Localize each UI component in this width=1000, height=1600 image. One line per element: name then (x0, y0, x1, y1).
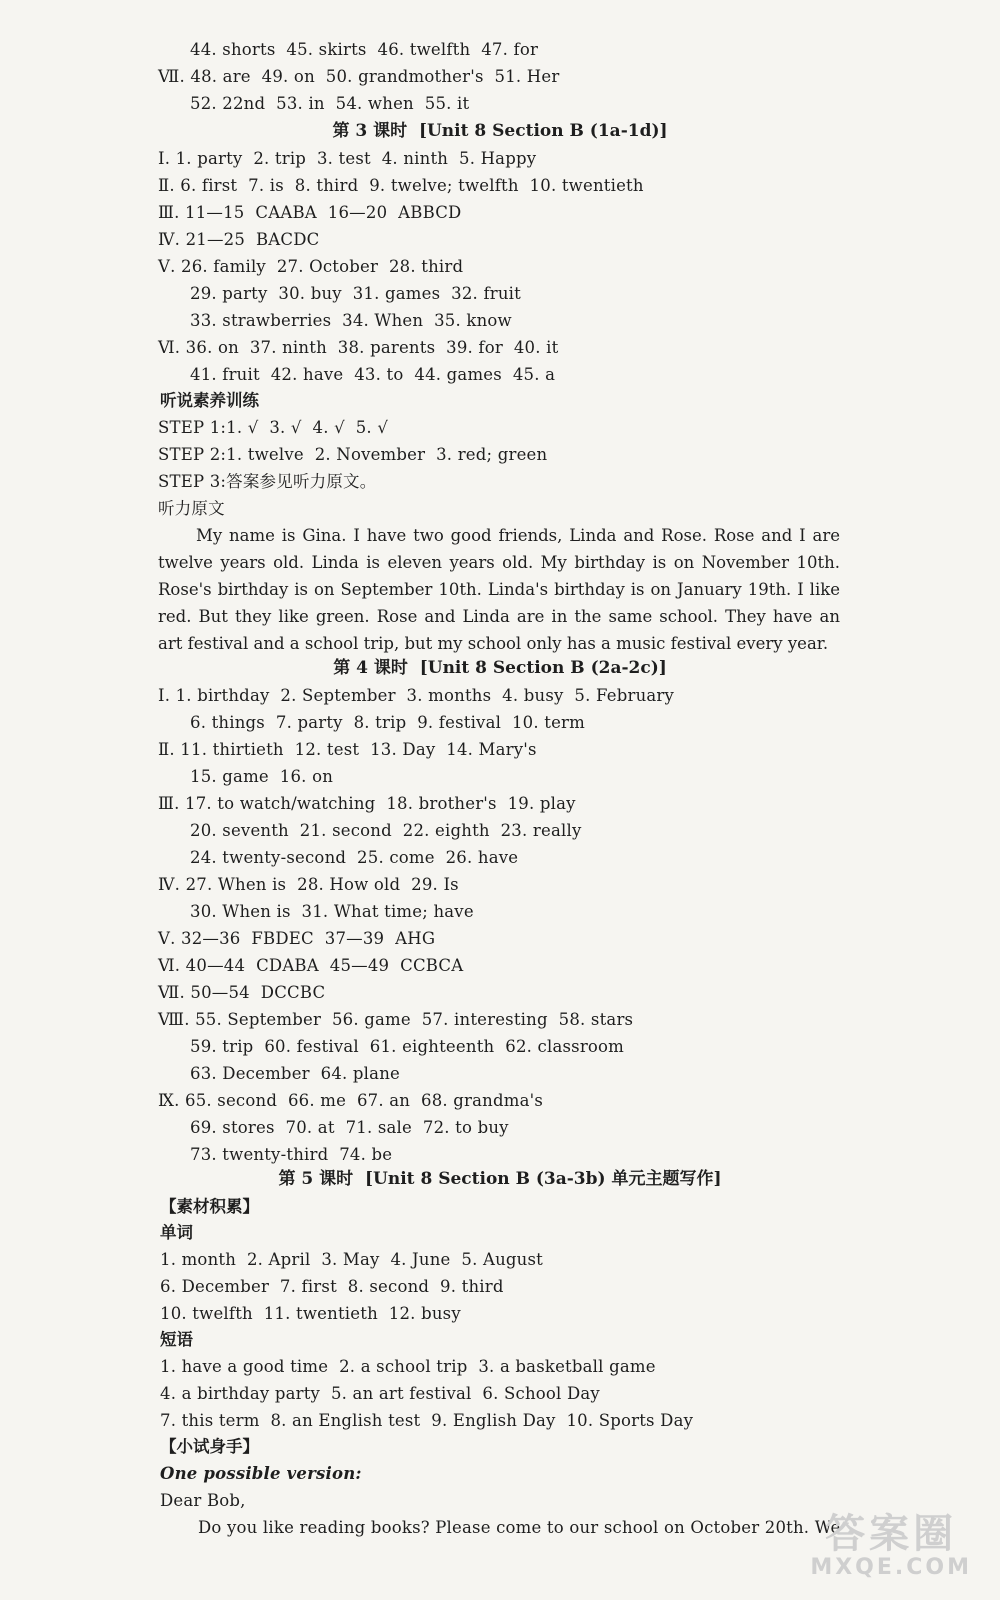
lesson-5-heading: 第 5 课时 [Unit 8 Section B (3a-3b) 单元主题写作] (278, 1169, 722, 1189)
watermark-url: MXQE.COM (810, 1555, 972, 1580)
answer-line: 15. game 16. on (190, 767, 334, 786)
words-title: 单词 (160, 1223, 193, 1242)
answer-line: Ⅴ. 32—36 FBDEC 37—39 AHG (158, 929, 436, 948)
word-line: 6. December 7. first 8. second 9. third (160, 1277, 504, 1296)
answer-line: Ⅰ. 1. birthday 2. September 3. months 4. busy 5. February (158, 686, 675, 705)
answer-line: Ⅵ. 40—44 CDABA 45—49 CCBCA (158, 956, 464, 975)
answer-line: Ⅷ. 55. September 56. game 57. interesting 58. stars (158, 1010, 634, 1029)
phrase-line: 7. this term 8. an English test 9. English Day 10. Sports Day (160, 1411, 694, 1430)
answer-line: 44. shorts 45. skirts 46. twelfth 47. for (190, 40, 539, 59)
answer-line: 29. party 30. buy 31. games 32. fruit (190, 284, 521, 303)
listening-script-text: My name is Gina. I have two good friends, Linda and Rose. Rose and I are twelve years old. Linda is eleven years old. My birthday is on November 10th. Rose's birthday is on September 10th. Linda's birthday is on January 19th. I like red. But they like green. Rose and Linda are in the same school. They have an art festival and a school trip, but my school only has a music festival every year. (158, 526, 840, 653)
answer-line: Ⅱ. 11. thirtieth 12. test 13. Day 14. Mary's (158, 740, 537, 759)
answer-line: Ⅶ. 48. are 49. on 50. grandmother's 51. Her (158, 67, 560, 86)
answer-line: 73. twenty-third 74. be (190, 1145, 393, 1164)
answer-line: Ⅲ. 11—15 CAABA 16—20 ABBCD (158, 203, 462, 222)
version-label: One possible version: (160, 1464, 362, 1483)
step-line: STEP 1:1. √ 3. √ 4. √ 5. √ (158, 418, 389, 437)
answer-line: Ⅶ. 50—54 DCCBC (158, 983, 326, 1002)
answer-line: 6. things 7. party 8. trip 9. festival 10. term (190, 713, 585, 732)
phrase-line: 1. have a good time 2. a school trip 3. a basketball game (160, 1357, 656, 1376)
answer-line: 63. December 64. plane (190, 1064, 400, 1083)
answer-line: Ⅳ. 21—25 BACDC (158, 230, 320, 249)
step-line: STEP 2:1. twelve 2. November 3. red; green (158, 445, 548, 464)
letter-line: Do you like reading books? Please come to our school on October 20th. We (198, 1518, 841, 1537)
answer-line: Ⅴ. 26. family 27. October 28. third (158, 257, 464, 276)
answer-line: 69. stores 70. at 71. sale 72. to buy (190, 1118, 509, 1137)
answer-line: Ⅲ. 17. to watch/watching 18. brother's 19. play (158, 794, 576, 813)
listening-script (158, 522, 840, 657)
answer-line: Ⅳ. 27. When is 28. How old 29. Is (158, 875, 459, 894)
answer-line: 24. twenty-second 25. come 26. have (190, 848, 519, 867)
material-title: 【素材积累】 (160, 1197, 259, 1216)
answer-line: 59. trip 60. festival 61. eighteenth 62. classroom (190, 1037, 625, 1056)
answer-line: Ⅸ. 65. second 66. me 67. an 68. grandma's (158, 1091, 544, 1110)
answer-line: 33. strawberries 34. When 35. know (190, 311, 512, 330)
try-title: 【小试身手】 (160, 1437, 259, 1456)
phrases-title: 短语 (160, 1330, 193, 1349)
watermark-logo (810, 1512, 972, 1580)
word-line: 1. month 2. April 3. May 4. June 5. August (160, 1250, 543, 1269)
watermark-text: 答案圈 (825, 1511, 958, 1557)
answer-line: 52. 22nd 53. in 54. when 55. it (190, 94, 470, 113)
listening-training-title: 听说素养训练 (160, 391, 259, 410)
lesson-4-heading: 第 4 课时 [Unit 8 Section B (2a-2c)] (333, 658, 667, 678)
answer-line: 20. seventh 21. second 22. eighth 23. really (190, 821, 582, 840)
phrase-line: 4. a birthday party 5. an art festival 6. School Day (160, 1384, 600, 1403)
word-line: 10. twelfth 11. twentieth 12. busy (160, 1304, 461, 1323)
letter-greeting: Dear Bob, (160, 1491, 246, 1510)
lesson-3-heading: 第 3 课时 [Unit 8 Section B (1a-1d)] (332, 121, 668, 141)
answer-line: 41. fruit 42. have 43. to 44. games 45. a (190, 365, 556, 384)
listening-script-title: 听力原文 (158, 499, 225, 518)
step-line: STEP 3:答案参见听力原文。 (158, 472, 377, 491)
answer-line: 30. When is 31. What time; have (190, 902, 474, 921)
answer-line: Ⅵ. 36. on 37. ninth 38. parents 39. for 40. it (158, 338, 559, 357)
answer-line: Ⅰ. 1. party 2. trip 3. test 4. ninth 5. Happy (158, 149, 537, 168)
answer-line: Ⅱ. 6. first 7. is 8. third 9. twelve; twelfth 10. twentieth (158, 176, 644, 195)
